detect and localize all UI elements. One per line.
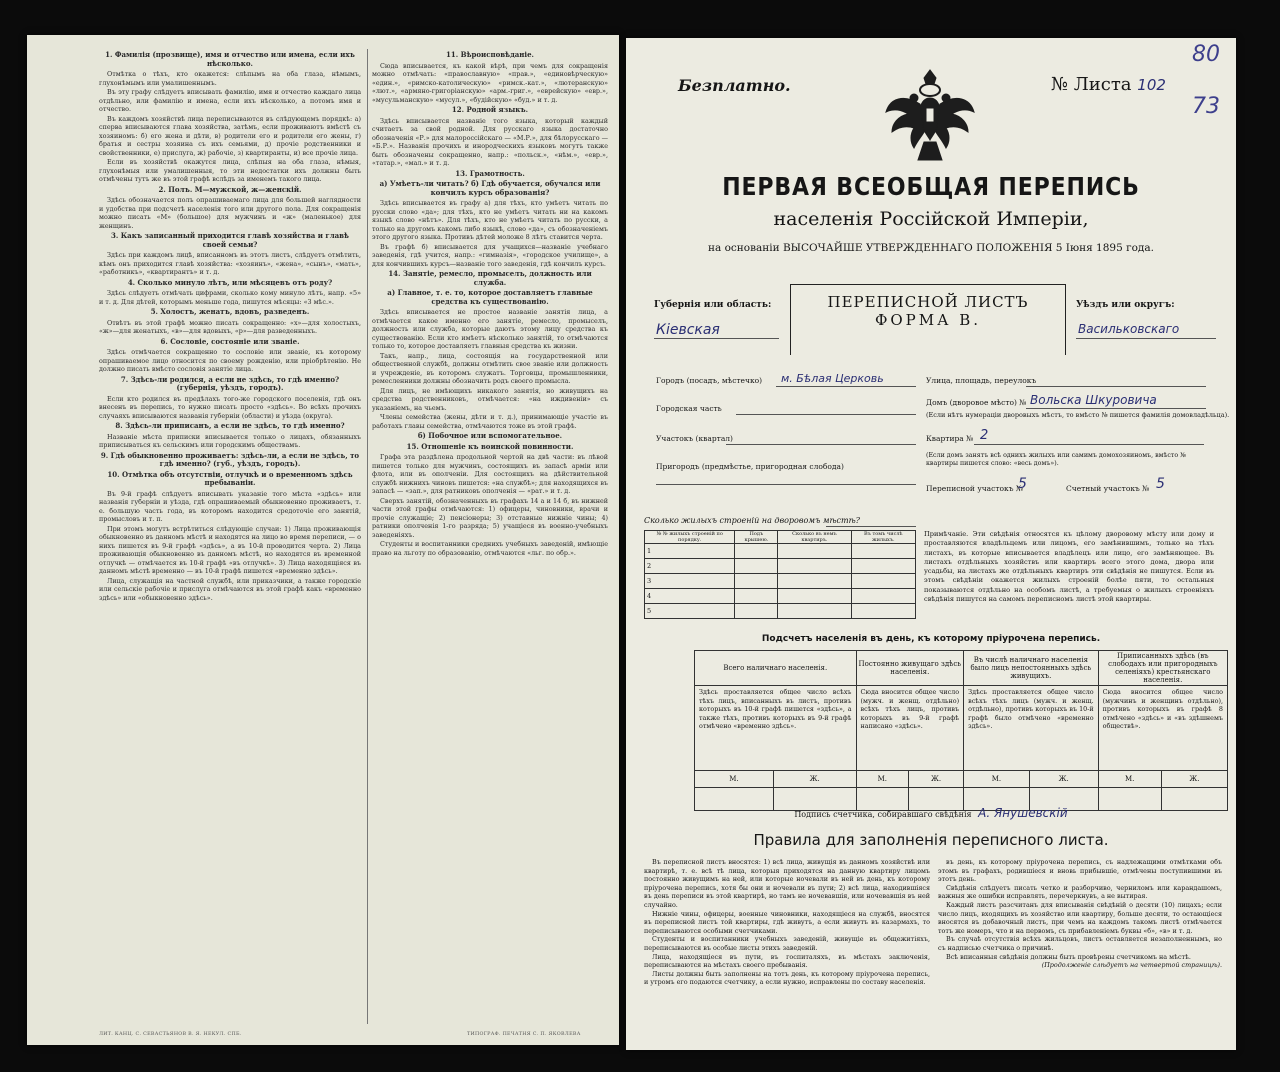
apartment-underline — [974, 444, 1204, 445]
row-number: 3 — [645, 574, 735, 589]
row-number: 5 — [645, 604, 735, 619]
instruction-paragraph: Сюда вписывается, къ какой вѣрѣ, при чемъ для сокращенія можно отмѣчать: «православную» «прав.», «единовѣрческую» «един.», «римско-католическую» «римск.-кат.», «лютеранскую» «лют.», «армяно-григоріанскую» «арм.-григ.», «еврейскую» «евр.», «мусульманскую» «мусул.», «будійскую» «буд.» и т. д. — [372, 61, 608, 104]
pencil-mark-top: 80 — [1192, 42, 1220, 67]
row-number: 2 — [645, 559, 735, 574]
signature-label: Подпись счетчика, собиравшаго свѣдѣнія — [794, 810, 972, 819]
instruction-paragraph: Въ графѣ б) вписывается для учащихся—названіе учебнаго заведенія, гдѣ учится, напр.: «гимназія», «городское училище», а для кончившихъ курсъ—названіе того заведенія, гдѣ кончилъ курсъ. — [372, 242, 608, 268]
census-section-label: Переписной участокъ № — [926, 484, 1023, 493]
instruction-paragraph: Отвѣтъ въ этой графѣ можно писать сокращенно: «х»—для холостыхъ, «ж»—для женатыхъ, «в»—для вдовыхъ, «р»—для разведенныхъ. — [99, 318, 361, 335]
table-row — [645, 589, 916, 604]
count-desc-permanent: Сюда вносится общее число (мужч. и женщ. отдѣльно) всѣхъ тѣхъ лицъ, противъ которыхъ въ 9-й графѣ написано «здѣсь». — [856, 686, 964, 771]
rules-column-1 — [644, 858, 930, 987]
province-underline — [654, 338, 779, 339]
house-value: Вольска Шкуровича — [1030, 393, 1157, 407]
right-page — [626, 38, 1236, 1050]
instruction-heading: 10. Отмѣтка объ отсутствіи, отлучкѣ и о временномъ здѣсь пребываніи. — [107, 469, 353, 487]
dwelling-header-residential: Въ томъ числѣ жилыхъ. — [851, 531, 915, 544]
instruction-paragraph: Здѣсь слѣдуетъ отмѣчать цифрами, сколько кому минуло лѣтъ, напр. «5» и т. д. Для дѣтей, которымъ меньше года, пишутся мѣсяцы: «3 мѣс.». — [99, 289, 361, 306]
province-label: Губернія или область: — [654, 300, 772, 310]
rules-title: Правила для заполненія переписного листа. — [753, 831, 1109, 849]
sheet-number — [1051, 74, 1166, 95]
house-label: Домъ (дворовое мѣсто) № — [926, 398, 1027, 407]
form-letter: ФОРМА В. — [874, 311, 982, 329]
instructions-column-1 — [99, 49, 361, 603]
section-label: Участокъ (квартал) — [656, 434, 733, 443]
left-page — [27, 35, 619, 1045]
continuation-note: (Продолженіе слѣдуетъ на четвертой страницѣ). — [1041, 961, 1222, 970]
instruction-paragraph: Въ каждомъ хозяйствѣ лица переписываются въ слѣдующемъ порядкѣ: а) сперва вписываются глава хозяйства, затѣмъ, если проживаютъ вмѣстѣ съ хозяиномъ: б) его жена и дѣти, в) родители его и родители его жены, г) братья и сестры хозяина съ ихъ семьями, д) прочіе родственники и свойственники, е) прислуга, ж) рабочіе, з) квартиранты, и) все прочіе лица. — [99, 114, 361, 157]
sheet-number-value: 102 — [1137, 76, 1166, 94]
count-desc-peasant: Сюда вносится общее число (мужчинъ и женщинъ отдѣльно), противъ которыхъ въ графѣ 8 отмѣчено «здѣсь» и «въ здѣшнемъ обществѣ». — [1098, 686, 1227, 771]
dwelling-header-roof: Подъ крышею. — [735, 531, 778, 544]
instruction-heading: 5. Холостъ, женатъ, вдовъ, разведенъ. — [150, 307, 310, 316]
instruction-heading: 11. Вѣроисповѣданіе. — [446, 50, 534, 59]
instruction-heading: 3. Какъ записанный приходится главѣ хозяйства и главѣ своей семьи? — [111, 231, 349, 249]
suburb-label: Пригородъ (предмѣстье, пригородная слобода) — [656, 462, 844, 471]
female-label: Ж. — [773, 771, 856, 788]
city-label: Городъ (посадъ, мѣстечко) — [656, 376, 763, 385]
printer-imprint-left: ЛИТ. КАНЦ. С. СЕВАСТЬЯНОВ В. Я. НЕКУЛ. СПБ. — [99, 1032, 242, 1037]
count-header-peasant: Приписанныхъ здѣсь (въ слободахъ или пригородныхъ селеніяхъ) крестьянскаго населенія. — [1098, 651, 1227, 686]
instruction-paragraph: Для лицъ, не имѣющихъ никакого занятія, но живущихъ на средства родственниковъ, отмѣчается: «на иждивеніи» съ указаніемъ, на чьемъ. — [372, 386, 608, 412]
instruction-paragraph: Здѣсь вписывается не простое названіе занятія лица, а отмѣчается какое именно его занятіе, ремесло, промыселъ, должность или служба, которые даютъ этому лицу средства къ существованію. Если кто имѣетъ нѣсколько занятій, то отмѣчаются только то, которое доставляетъ главныя средства къ жизни. — [372, 308, 608, 350]
rule-paragraph: Въ случаѣ отсутствія всѣхъ жильцовъ, листъ оставляется незаполненнымъ, но съ надписью счетчика о причинѣ. — [938, 935, 1222, 952]
city-underline — [776, 386, 916, 387]
female-label: Ж. — [1029, 771, 1098, 788]
instruction-heading: 1. Фамилія (прозвище), имя и отчество или имена, если ихъ нѣсколько. — [105, 50, 355, 68]
rule-paragraph: Всѣ вписанныя свѣдѣнія должны быть провѣрены счетчикомъ на мѣстѣ. — [946, 952, 1191, 961]
table-row — [645, 544, 916, 559]
instruction-heading: 2. Полъ. М—мужской, ж—женскій. — [158, 184, 302, 194]
street-label: Улица, площадь, переулокъ — [926, 376, 1037, 385]
census-section-value: 5 — [1018, 476, 1027, 492]
rules-column-2 — [938, 858, 1222, 970]
instruction-paragraph: Здѣсь при каждомъ лицѣ, вписанномъ въ этотъ листъ, слѣдуетъ отмѣтить, кѣмъ онъ приходится главѣ хозяйства: «хозяинъ», «жена», «сынъ», «мать», «работникъ», «квартирантъ» и т. д. — [99, 251, 361, 276]
row-number: 1 — [645, 544, 735, 559]
city-part-label: Городская часть — [656, 404, 722, 413]
male-label: М. — [695, 771, 774, 788]
rule-paragraph: Лица, находящіеся въ пути, въ госпиталяхъ, въ мѣстахъ заключенія, переписываются на мѣстахъ своего пребыванія. — [644, 952, 930, 970]
dwelling-underline — [826, 526, 916, 527]
instruction-paragraph: Студенты и воспитанники среднихъ учебныхъ заведеній, имѣющіе право на льготу по образованію, отмѣчаются «льг. по обр.». — [372, 540, 608, 557]
district-label: Уѣздъ или округъ: — [1076, 300, 1175, 310]
instruction-heading: 8. Здѣсь-ли приписанъ, а если не здѣсь, то гдѣ именно? — [115, 421, 345, 430]
dwelling-header-number: № № жилыхъ строеній по порядку. — [645, 531, 735, 544]
table-row — [645, 604, 916, 619]
house-underline — [1026, 408, 1206, 409]
instructions-column-2 — [372, 49, 608, 558]
counting-section-value: 5 — [1156, 476, 1165, 492]
dwelling-note: Примѣчаніе. Эти свѣдѣнія относятся къ цѣлому дворовому мѣсту или дому и проставляются владѣльцемъ или лицомъ, его замѣнившимъ, только на тѣхъ листахъ, въ которые вписывается владѣлецъ или лицо, его замѣняющее. Въ листахъ отдѣльныхъ хозяйствъ или квартиръ всего этого дома, двора или усадьбы, на листахъ же отдѣльныхъ квартиръ эти свѣдѣнія не пишутся. Если въ этомъ свѣдѣніи окажется жилыхъ строеній болѣе пяти, то остальныя показываются отдѣльно на особомъ листѣ, а требуемыя о жилыхъ строеніяхъ свѣдѣнія пишутся на самомъ переписномъ листѣ этой квартиры. — [924, 530, 1214, 604]
instruction-paragraph: Здѣсь вписывается въ графу а) для тѣхъ, кто умѣетъ читать по русски слово «да»; для тѣхъ, кто не умѣетъ читать ни на какомъ языкѣ слово «нѣтъ». Для тѣхъ, кто не умѣетъ читать по русски, а только на другомъ какомъ либо языкѣ, слово «да», съ обозначеніемъ этого другого языка. Противъ дѣтей моложе 8 лѣтъ ставится черта. — [372, 199, 608, 241]
dwelling-count-label: Сколько жилыхъ строеній на дворовомъ мѣстѣ? — [644, 516, 860, 525]
rule-paragraph: Каждый листъ разсчитанъ для вписыванія свѣдѣній о десяти (10) лицахъ; если число лицъ, входящихъ въ хозяйство или квартиру, больше десяти, то остающіеся вносятся въ добавочный листъ, при чемъ на каждомъ такомъ листѣ отмѣчается тотъ же номеръ, что и на первомъ, съ прибавленіемъ буквы «б», «в» и т. д. — [938, 900, 1222, 935]
table-row — [645, 574, 916, 589]
count-header-total: Всего наличнаго населенія. — [695, 651, 857, 686]
instruction-paragraph: Здѣсь обозначается полъ опрашиваемаго лица для большей наглядности и удобства при подсчетѣ населенія того или другого пола. Для сокращенія можно писать «М» (большое) для мужчинъ и «ж» (маленькое) для женщинъ. — [99, 196, 361, 230]
free-label: Безплатно. — [678, 76, 791, 95]
imperial-eagle-emblem — [884, 68, 976, 164]
instruction-paragraph: Лица, служащія на частной службѣ, или приказчики, а также городскіе или сельскіе рабочіе и прислуга отмѣчаются въ этой графѣ какъ «временно здѣсь» или «обыкновенно здѣсь». — [99, 576, 361, 602]
instruction-heading: 13. Грамотность. — [455, 168, 525, 178]
instruction-paragraph: Члены семейства (жены, дѣти и т. д.), принимающіе участіе въ работахъ главы семейства, отмѣчаются тоже въ этой графѣ. — [372, 413, 608, 430]
section-underline — [726, 444, 916, 445]
instruction-heading: 7. Здѣсь-ли родился, а если не здѣсь, то гдѣ именно? (губернія, уѣздъ, городъ). — [120, 374, 340, 392]
instruction-paragraph: Названіе мѣста приписки вписывается только о лицахъ, обязанныхъ приписываться къ сельскимъ или городскимъ обществамъ. — [99, 432, 361, 449]
instruction-paragraph: Здѣсь вписывается названіе того языка, который каждый считаетъ за свой родной. Для русскаго языка достаточно обозначенія «Р.» для малороссійскаго — «М.Р.», для бѣлорусскаго — «Б.Р.». Названія прочихъ и инородческихъ языковъ могутъ также быть обозначены сокращенно, напр.: «польск.», «нѣм.», «евр.», «татар.», «мал.» и т. д. — [372, 116, 608, 167]
count-desc-total: Здѣсь проставляется общее число всѣхъ тѣхъ лицъ, вписанныхъ въ листъ, противъ которыхъ въ 10-й графѣ пишется «здѣсь», а также тѣхъ, противъ которыхъ въ 9-й графѣ отмѣчено «временно здѣсь». — [695, 686, 857, 771]
rule-paragraph: Въ переписной листъ вносятся: 1) всѣ лица, живущія въ данномъ хозяйствѣ или квартирѣ, т. е. всѣ тѣ лица, которыя приходятся на данную квартиру лицомъ постоянно живущимъ на ней, или которые ночевали въ ней въ день, къ которому пріурочена перепись, хотя бы они и ночевали въ пути; 2) всѣ лица, находившіяся въ день переписи въ этой квартирѣ, но тамъ не ночевавшія, или ночевавшія въ ней случайно. — [644, 858, 930, 909]
rule-paragraph: Студенты и воспитанники учебныхъ заведеній, живущіе въ общежитіяхъ, переписываются въ особые листы этихъ заведеній. — [644, 935, 930, 952]
row-number: 4 — [645, 589, 735, 604]
counter-signature — [626, 806, 1236, 820]
form-title-box — [790, 284, 1066, 355]
instruction-paragraph: Если въ хозяйствѣ окажутся лица, слѣпыя на оба глаза, нѣмыя, глухонѣмыя или умалишенныя, то эти недостатки ихъ должны быть отмѣчены тутъ же въ этой графѣ вслѣдъ за именемъ такого лица. — [99, 158, 361, 183]
suburb-underline — [656, 484, 916, 485]
instruction-heading: 12. Родной языкъ. — [451, 105, 529, 114]
instruction-paragraph: Отмѣтка о тѣхъ, кто окажется: слѣпымъ на оба глаза, нѣмымъ, глухонѣмымъ или умалишеннымъ. — [99, 70, 361, 87]
population-count-title: Подсчетъ населенія въ день, къ которому пріурочена перепись. — [761, 634, 1101, 644]
district-underline — [1076, 338, 1216, 339]
instruction-paragraph: Здѣсь отмѣчается сокращенно то сословіе или званіе, къ которому опрашиваемое лицо относится по своему рожденію, или пріобрѣтенію. Не должно писать вмѣсто сословія занятіе лица. — [99, 348, 361, 373]
count-desc-nonpermanent: Здѣсь проставляется общее число всѣхъ тѣхъ лицъ (мужч. и женщ. отдѣльно), противъ которыхъ въ 10-й графѣ было отмѣчено «временно здѣсь». — [964, 686, 1099, 771]
instruction-paragraph: Въ 9-й графѣ слѣдуетъ вписывать указаніе того мѣста «здѣсь» или названія губерніи и уѣзда, гдѣ опрашиваемый обыкновенно проживаетъ, т. е. большую часть года, въ которомъ находится средоточіе его занятій, промысловъ и т. п. — [99, 489, 361, 523]
instruction-paragraph: Графа эта раздѣлена продольной чертой на двѣ части: въ лѣвой пишется только для мужчинъ, состоящихъ въ запасѣ арміи или флота, или въ ополченіи. Для состоящихъ на дѣйствительной службѣ нижнихъ чиновъ пишется: «на службѣ»; для находящихся въ запасѣ — «зап.», для ратниковъ ополченія — «рат.» и т. д. — [372, 453, 608, 495]
instruction-heading: 14. Занятіе, ремесло, промыселъ, должность или служба. — [388, 269, 592, 287]
instruction-heading: 4. Сколько минуло лѣтъ, или мѣсяцевъ отъ роду? — [127, 277, 333, 287]
apartment-note: (Если домъ занятъ всѣ однихъ жилыхъ или самимъ домохозяиномъ, вмѣсто № квартиры пишется слово: «весь домъ»). — [926, 452, 1187, 467]
street-underline — [1026, 386, 1206, 387]
province-value: Кіевская — [656, 322, 720, 338]
male-label: М. — [964, 771, 1030, 788]
instruction-paragraph: Такъ, напр., лица, состоящія на государственной или общественной службѣ, должны отмѣтить свое званіе или должность и учрежденіе, въ которомъ служатъ. Торговцы, промышленники, ремесленники должны обозначить родъ своего промысла. — [372, 351, 608, 385]
city-part-underline — [736, 414, 916, 415]
instruction-heading: 15. Отношеніе къ воинской повинности. — [406, 441, 574, 451]
instruction-heading: 9. Гдѣ обыкновенно проживаетъ: здѣсь-ли, а если не здѣсь, то гдѣ именно? (губ., уѣздъ, городъ). — [100, 450, 360, 468]
document-subtitle: населенія Россійской Имперіи, — [773, 208, 1089, 230]
instruction-heading: 6. Сословіе, состояніе или званіе. — [160, 336, 300, 346]
house-note: (Если нѣтъ нумераціи дворовыхъ мѣстъ, то вмѣсто № пишется фамилія домовладѣльца). — [926, 411, 1230, 419]
legal-basis: на основаніи ВЫСОЧАЙШЕ УТВЕРЖДЕННАГО ПОЛОЖЕНІЯ 5 Іюня 1895 года. — [707, 242, 1154, 254]
female-label: Ж. — [1161, 771, 1227, 788]
signature-value: А. Янушевскій — [978, 806, 1068, 820]
apartment-value: 2 — [980, 428, 989, 443]
counting-section-label: Счетный участокъ № — [1066, 484, 1150, 493]
city-value: м. Бѣлая Церковь — [781, 372, 884, 385]
column-divider — [367, 49, 368, 1024]
rule-paragraph: Свѣдѣнія слѣдуетъ писать четко и разборчиво, черниломъ или карандашомъ, важныя же ошибки исправлять, перечеркнувъ, а не вытирая. — [938, 883, 1222, 901]
instruction-heading: а) Умѣетъ-ли читать? б) Гдѣ обучается, обучался или кончилъ курсъ образованія? — [379, 179, 601, 197]
document-title: ПЕРВАЯ ВСЕОБЩАЯ ПЕРЕПИСЬ — [722, 172, 1140, 201]
instruction-paragraph: Въ эту графу слѣдуетъ вписывать фамилію, имя и отчество каждаго лица отдѣльно, или фамилію и имена, если ихъ нѣсколько, а потомъ имя и отчество. — [99, 88, 361, 113]
rule-paragraph: въ день, къ которому пріурочена перепись, съ надлежащими отмѣтками объ этомъ въ графахъ, родившіеся и вновь прибывшіе, отмѣчены поступившими въ этотъ день. — [938, 858, 1222, 884]
apartment-label: Квартира № — [926, 434, 974, 443]
male-label: М. — [856, 771, 909, 788]
dwelling-header-apartments: Сколько въ немъ квартиръ. — [778, 531, 851, 544]
instruction-paragraph: При этомъ могутъ встрѣтиться слѣдующіе случаи: 1) Лица проживающія обыкновенно въ данномъ мѣстѣ и находятся на лицо во время переписи, — о нихъ пишется въ 9-й графѣ «здѣсь», а въ 10-й проводится черта. 2) Лица проживающія обыкновенно въ данномъ мѣстѣ, но находятся въ временной отлучкѣ — отмѣчается въ 10-й графѣ «въ отлучкѣ». 3) Лица находящіяся въ данномъ мѣстѣ временно — въ 10-й графѣ пишется «временно здѣсь». — [99, 524, 361, 575]
rule-paragraph: Листы должны быть заполнены на тотъ день, къ которому пріурочена перепись, и утромъ его подаются счетчику, а если нужно, исправлены по составу населенія. — [644, 969, 930, 987]
count-header-nonpermanent: Въ числѣ наличнаго населенія было лицъ непостоянныхъ здѣсь живущихъ. — [964, 651, 1099, 686]
sheet-number-label: № Листа — [1051, 74, 1132, 95]
female-label: Ж. — [909, 771, 964, 788]
instruction-heading: а) Главное, т. е. то, которое доставляетъ главные средства къ существованію. — [387, 288, 593, 306]
instruction-paragraph: Если кто родился въ предѣлахъ того-же городского поселенія, гдѣ онъ внесенъ въ перепись, то нужно писать просто «здѣсь». Во всѣхъ прочихъ случаяхъ вписываются названія губерніи (области) и уѣзда (округа). — [99, 394, 361, 420]
form-title: ПЕРЕПИСНОЙ ЛИСТЪ — [827, 293, 1029, 311]
dwelling-table — [644, 530, 916, 619]
table-row — [645, 559, 916, 574]
district-value: Васильковскаго — [1078, 322, 1180, 336]
pencil-mark-bottom: 73 — [1192, 94, 1220, 119]
instruction-heading: б) Побочное или вспомогательное. — [417, 431, 563, 440]
printer-imprint-right: ТИПОГРАФ. ПЕЧАТНЯ С. П. ЯКОВЛЕВА — [467, 1032, 581, 1037]
count-header-permanent: Постоянно живущаго здѣсь населенія. — [856, 651, 964, 686]
population-count-table — [694, 650, 1228, 811]
instruction-paragraph: Сверхъ занятій, обозначенныхъ въ графахъ 14 а и 14 б, въ нижней части этой графы отмѣчаются: 1) офицеры, чиновники, врачи и прочіе служащіе; 2) пенсіонеры; 3) отставные нижніе чины; 4) ратники ополченія 1-го разряда; 5) учащіеся въ военно-учебныхъ заведеніяхъ. — [372, 496, 608, 539]
rule-paragraph: Нижніе чины, офицеры, военные чиновники, находящіеся на службѣ, вносятся въ переписной листъ той квартиры, гдѣ живутъ, а если живутъ въ казармахъ, то переписываются особыми счетчиками. — [644, 909, 930, 935]
male-label: М. — [1098, 771, 1161, 788]
